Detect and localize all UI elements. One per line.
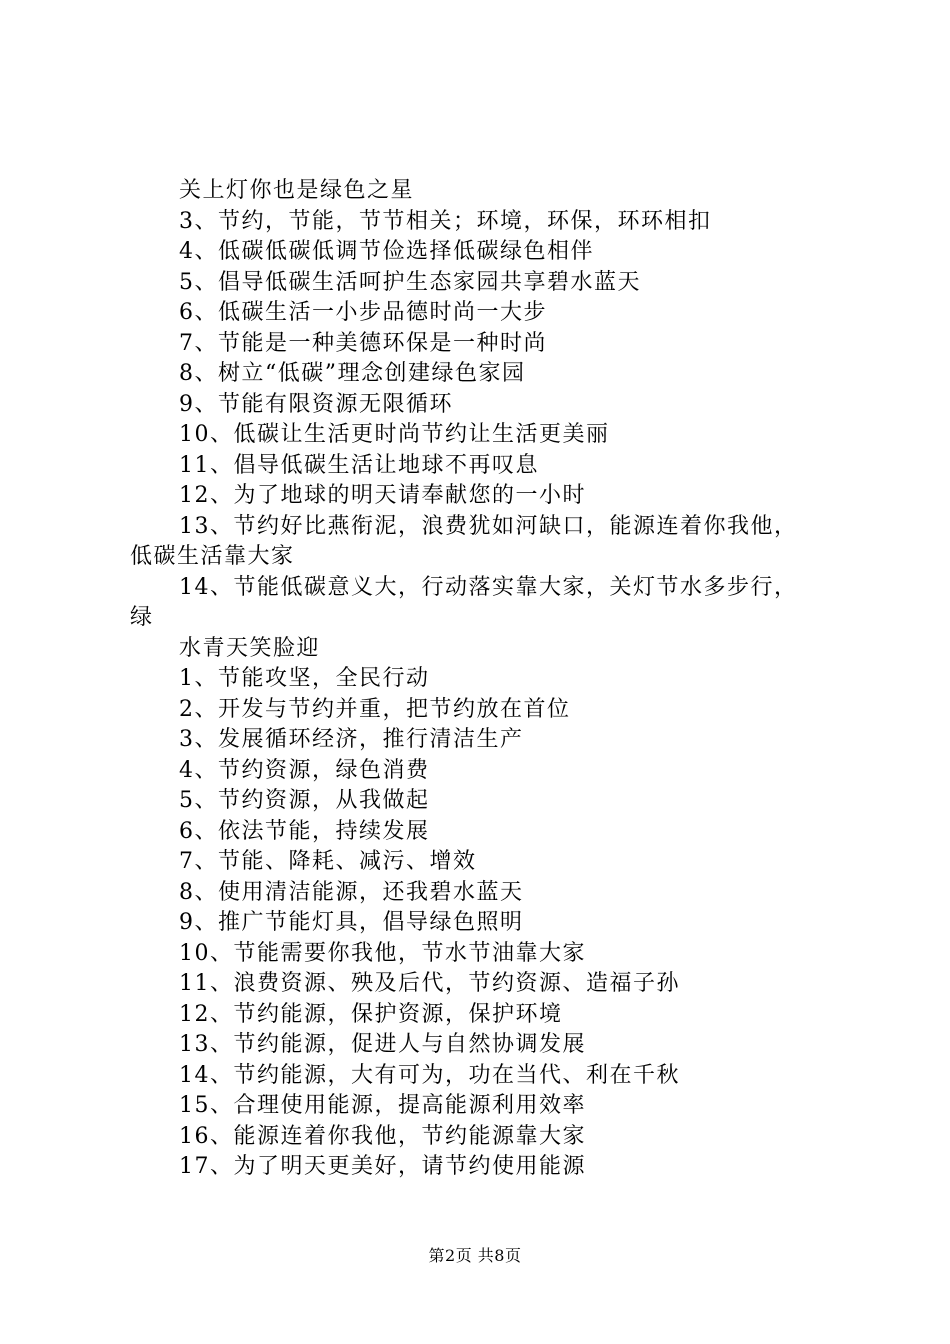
text-line: 关上灯你也是绿色之星 — [179, 178, 415, 203]
text-line: 4、节约资源，绿色消费 — [179, 757, 430, 783]
text-line: 4、低碳低碳低调节俭选择低碳绿色相伴 — [179, 239, 594, 264]
text-line: 7、节能是一种美德环保是一种时尚 — [179, 330, 547, 356]
text-line: 11、倡导低碳生活让地球不再叹息 — [179, 452, 539, 478]
text-line: 16、能源连着你我他，节约能源靠大家 — [179, 1123, 586, 1149]
text-line: 11、浪费资源、殃及后代，节约资源、造福子孙 — [179, 971, 680, 996]
text-line: 14、节能低碳意义大，行动落实靠大家，关灯节水多步行， — [179, 574, 798, 600]
text-line: 15、合理使用能源，提高能源利用效率 — [179, 1093, 586, 1118]
text-line: 绿 — [130, 605, 154, 630]
text-line: 3、节约，节能，节节相关；环境，环保，环环相扣 — [179, 208, 712, 234]
document-body — [130, 176, 850, 1183]
text-line: 5、倡导低碳生活呵护生态家园共享碧水蓝天 — [179, 269, 641, 295]
text-line: 2、开发与节约并重，把节约放在首位 — [179, 696, 571, 722]
text-line: 12、节约能源，保护资源，保护环境 — [179, 1001, 563, 1027]
text-line: 1、节能攻坚，全民行动 — [179, 666, 430, 691]
text-line: 17、为了明天更美好，请节约使用能源 — [179, 1154, 586, 1179]
page-footer: 第2页 共8页 — [428, 1246, 522, 1265]
text-line: 6、依法节能，持续发展 — [179, 818, 430, 844]
text-line: 10、节能需要你我他，节水节油靠大家 — [179, 940, 586, 966]
text-line: 3、发展循环经济，推行清洁生产 — [179, 727, 524, 752]
text-line: 6、低碳生活一小步品德时尚一大步 — [179, 300, 547, 325]
text-line: 10、低碳让生活更时尚节约让生活更美丽 — [179, 422, 610, 447]
text-line: 8、使用清洁能源，还我碧水蓝天 — [179, 879, 524, 905]
text-line: 13、节约好比燕衔泥，浪费犹如河缺口，能源连着你我他， — [179, 513, 798, 539]
text-line: 7、节能、降耗、减污、增效 — [179, 849, 477, 874]
text-line: 14、节约能源，大有可为，功在当代、利在千秋 — [179, 1062, 680, 1088]
text-line: 8、树立“低碳”理念创建绿色家园 — [179, 361, 526, 386]
text-line: 13、节约能源，促进人与自然协调发展 — [179, 1032, 586, 1057]
text-line: 9、节能有限资源无限循环 — [179, 391, 453, 417]
text-line: 9、推广节能灯具，倡导绿色照明 — [179, 910, 524, 935]
text-line: 低碳生活靠大家 — [130, 544, 295, 569]
text-line: 12、为了地球的明天请奉献您的一小时 — [179, 483, 586, 508]
text-line: 水青天笑脸迎 — [179, 635, 321, 661]
text-line: 5、节约资源，从我做起 — [179, 788, 430, 813]
